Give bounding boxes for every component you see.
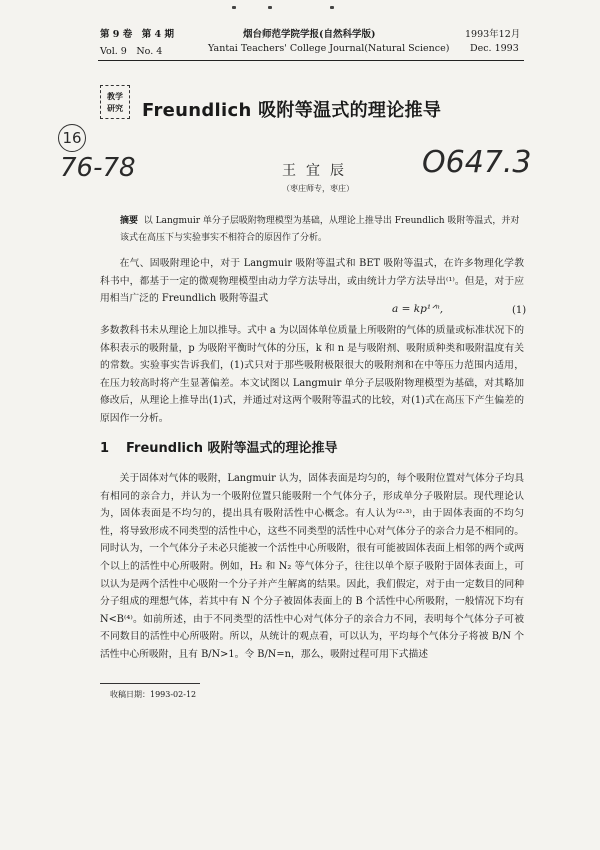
section-paragraph-1: 关于固体对气体的吸附，Langmuir 认为，固体表面是均匀的，每个吸附位置对气体分子均具有相同的亲合力，并认为一个吸附位置只能吸附一个气体分子，形成单分子吸附层。现代理论认为，固体表面是不均匀的，提出具有吸附活性中心概念。有人认为⁽²·³⁾，由于固体表面的不均匀性，将导致形成不同类型的活性中心，这些不同类型的活性中心对气体分子的亲合力是不相同的。同时认为，一个气体分子未必只能被一个活性中心所吸附，很有可能被固体表面上相邻的两个或两个以上的活性中心所吸附。例如，H₂ 和 N₂ 等气体分子，往往以单个原子吸附于固体表面上，可以认为是两个活性中心吸附一个分子并产生解离的结果。因此，我们假定，对于由一定数目的同种分子组成的理想气体，若其中有 N 个分子被固体表面上的 B 个活性中心所吸附，一般情况下均有 N<B⁽⁴⁾。如前所述，由于不同类型的活性中心对气体分子的亲合力不同，表明每个气体分子可被不同数目的活性中心所吸附。所以，从统计的观点看，可以认为，平均每个气体分子将被 B/N 个活性中心所吸附，且有 B/N>1。令 B/N=n，那么，吸附过程可用下式描述	[100, 473, 524, 660]
header-journal-en: Yantai Teachers' College Journal(Natural Science)	[208, 43, 450, 54]
circled-number-text: 16	[62, 129, 82, 147]
footnote-rule	[100, 683, 200, 684]
badge-line-1: 教学	[107, 91, 123, 101]
handwritten-classification: O647.3	[422, 145, 532, 180]
section-title: Freundlich 吸附等温式的理论推导	[126, 441, 338, 456]
header-volume-cn: 第 9 卷 第 4 期	[100, 29, 174, 40]
abstract-text: 以 Langmuir 单分子层吸附物理模型为基础，从理论上推导出 Freundlich 吸附等温式，并对该式在高压下与实验事实不相符合的原因作了分析。	[120, 216, 520, 243]
received-date-footnote: 收稿日期：1993-02-12	[110, 690, 197, 699]
article-title: Freundlich 吸附等温式的理论推导	[142, 100, 442, 121]
abstract-label: 摘要	[120, 216, 139, 226]
equation-number: (1)	[512, 305, 527, 316]
section-number: 1	[100, 441, 110, 456]
header-rule	[98, 60, 524, 61]
header-date-en: Dec. 1993	[470, 43, 519, 54]
header-date-cn: 1993年12月	[465, 29, 521, 40]
column-badge	[100, 85, 130, 119]
intro-paragraph-2: 多数教科书未从理论上加以推导。式中 a 为以固体单位质量上所吸附的气体的质量或标准状况下的体积表示的吸附量，p 为吸附平衡时气体的分压，k 和 n 是与吸附剂、吸附质种类和吸附温度有关的常数。实验事实告诉我们，(1)式只对于那些吸附极限很大的吸附剂和在中等压力范围内适用，在压力较高时将产生显著偏差。本文试图以 Langmuir 单分子层吸附物理模型为基础，对其略加修改后，从理论上推导出(1)式，并通过对这两个吸附等温式的比较，对(1)式在高压下产生偏差的原因作一分析。	[100, 325, 524, 424]
author-name: 王宜辰	[282, 163, 354, 179]
badge-line-2: 研究	[107, 103, 123, 113]
header-journal-cn: 烟台师范学院学报(自然科学版)	[243, 29, 376, 40]
handwritten-pages: 76-78	[60, 153, 136, 183]
abstract	[120, 213, 522, 247]
author-affiliation: （枣庄师专，枣庄）	[282, 184, 354, 193]
scan-speck	[268, 6, 272, 9]
handwritten-circled-number	[58, 124, 86, 152]
header-volume-en: Vol. 9 No. 4	[100, 46, 163, 57]
intro-paragraph-1: 在气、固吸附理论中，对于 Langmuir 吸附等温式和 BET 吸附等温式，在许多物理化学教科书中，都基于一定的微观物理模型由动力学方法导出，或由统计力学方法导出⁽¹⁾。但是，对于应用相当广泛的 Freundlich 吸附等温式	[100, 258, 524, 305]
section-heading	[100, 437, 338, 456]
scan-speck	[330, 6, 334, 9]
freundlich-formula: a = kp¹ᐟⁿ,	[392, 303, 444, 315]
scan-speck	[232, 6, 236, 9]
